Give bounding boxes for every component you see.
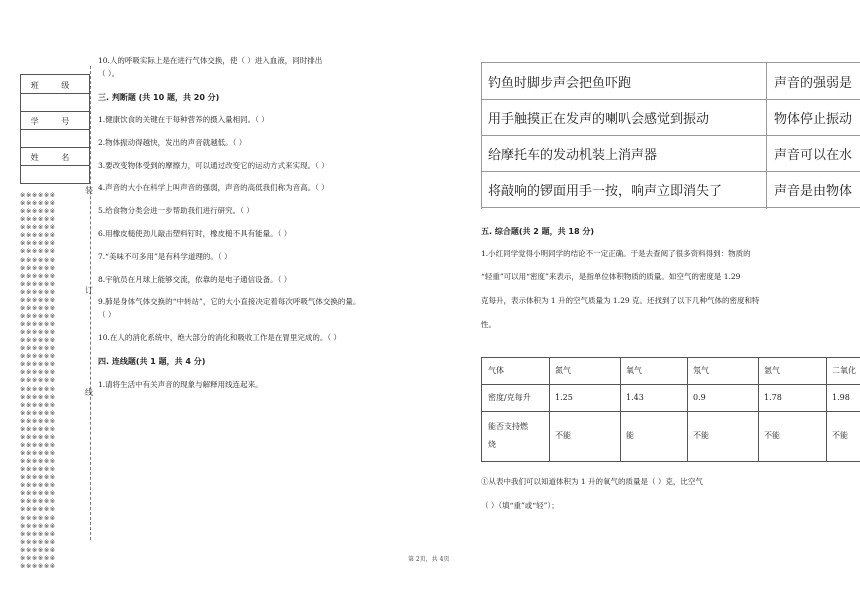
table-rule bbox=[826, 357, 827, 461]
table-row bbox=[481, 171, 860, 208]
judge-question: 6.用橡皮槌使劲儿敲击塑料钉时，橡皮槌不具有能量。（ ） bbox=[98, 229, 292, 238]
table-row bbox=[481, 63, 860, 100]
judge-question: 5.给食物分类会进一步帮助我们进行研究。（ ） bbox=[98, 206, 254, 215]
divider bbox=[21, 93, 89, 94]
sound-phenomena-table bbox=[481, 62, 860, 209]
header-cell: 氮气 bbox=[555, 366, 571, 375]
divider bbox=[21, 111, 89, 112]
row-label: 能否支持燃 bbox=[488, 422, 528, 431]
table-rule bbox=[481, 384, 860, 385]
table-rule bbox=[481, 357, 860, 358]
divider bbox=[21, 165, 89, 166]
table-rule bbox=[481, 411, 860, 412]
row-label: 密度/克每升 bbox=[488, 393, 531, 402]
judge-question: 7.“美味不可多用”是有科学道理的。（ ） bbox=[98, 252, 232, 261]
student-number-label: 学 号 bbox=[30, 117, 80, 126]
section-4-title: 四. 连线题(共 1 题，共 4 分) bbox=[98, 357, 206, 366]
header-cell: 二氧化 bbox=[832, 366, 856, 375]
table-rule bbox=[687, 357, 688, 461]
paragraph-line: 克每升，表示体积为 1 升的空气质量为 1.29 克。还找到了以下几种气体的密度和特 bbox=[481, 296, 760, 305]
table-rule bbox=[549, 357, 550, 461]
binding-char: 装 bbox=[85, 186, 93, 195]
header-cell: 气体 bbox=[488, 366, 504, 375]
star-pattern: ※※※※※※ ※※※※※※ ※※※※※※ ※※※※※※ ※※※※※※ ※※※※※※ ※※※※※※ ※※※※※※ ※※※※※※ ※※※※※※ ※※※※※※ ※※※※※※ ※※※※※※ ※※※※※※ ※※※※※※ ※※※※※※ ※※※※※※ ※※※※※※ ※※※※※※ ※※※※※※ ※※※※※※ ※※※※※※ ※※※※※※ ※※※※※※ ※※※※※※ ※※※※※※ ※※※※※※ ※※※※※※ ※※※※※※ ※※※※※※ ※※※※※※ ※※※※※※ ※※※※※※ ※※※※※※ ※※※※※※ ※※※※※※ ※※※※※※ ※※※※※※ ※※※※※※ ※※※※※※ ※※※※※※ ※※※※※※ ※※※※※※ ※※※※※※ ※※※※※※ ※※※※※※ ※※※※※※ bbox=[20, 191, 56, 570]
table-rule bbox=[758, 357, 759, 461]
density-cell: 1.98 bbox=[832, 393, 850, 402]
sub-question-1-line1: ①从表中我们可以知道体积为 1 升的氧气的质量是（ ）克，比空气 bbox=[481, 477, 703, 486]
header-cell: 氩气 bbox=[764, 366, 780, 375]
judge-question: 1.健康饮食的关键在于每种营养的摄入量相同。（ ） bbox=[98, 115, 269, 124]
combustion-cell: 不能 bbox=[693, 431, 709, 440]
explanation-cell: 声音是由物体 bbox=[774, 184, 853, 199]
combustion-cell: 不能 bbox=[555, 431, 571, 440]
divider bbox=[21, 129, 89, 130]
density-cell: 1.25 bbox=[555, 393, 573, 402]
density-cell: 1.78 bbox=[764, 393, 782, 402]
paragraph-line: 性。 bbox=[481, 320, 496, 329]
sub-question-1-line2: （ ）（填“重”或“轻”）； bbox=[481, 501, 559, 510]
paragraph-line: 1.小红同学觉得小明同学的结论不一定正确。于是去查阅了很多资料得到：物质的 bbox=[481, 249, 751, 258]
judge-question: 9.肺是身体气体交换的“中转站”，它的大小直接决定着每次呼吸气体交换的量。 bbox=[98, 297, 361, 306]
binding-char: 订 bbox=[85, 286, 93, 295]
phenomenon-cell: 用手触摸正在发声的喇叭会感觉到振动 bbox=[488, 112, 710, 127]
table-row bbox=[481, 99, 860, 136]
header-cell: 氧气 bbox=[626, 366, 642, 375]
combustion-cell: 不能 bbox=[832, 431, 848, 440]
judge-question: 3.要改变物体受到的摩擦力，可以通过改变它的运动方式来实现。（ ） bbox=[98, 161, 329, 170]
table-rule bbox=[481, 461, 860, 462]
gas-density-table bbox=[481, 357, 860, 462]
divider bbox=[21, 147, 89, 148]
judge-question: 8.宇航员在月球上能够交流，依靠的是电子通信设备。（ ） bbox=[98, 275, 292, 284]
paragraph-line: “轻重”可以用“密度”来表示，是指单位体积物质的质量。如空气的密度是 1.29 bbox=[481, 272, 741, 281]
section-5-title: 五. 综合题(共 2 题，共 18 分) bbox=[481, 227, 594, 236]
phenomenon-cell: 钓鱼时脚步声会把鱼吓跑 bbox=[488, 76, 632, 91]
row-label: 烧 bbox=[488, 440, 496, 449]
judge-question: 2.物体振动得越快，发出的声音就越低。（ ） bbox=[98, 138, 247, 147]
section-3-title: 三. 判断题 (共 10 题，共 20 分) bbox=[98, 93, 220, 102]
phenomenon-cell: 给摩托车的发动机装上消声器 bbox=[488, 148, 658, 163]
density-cell: 0.9 bbox=[693, 393, 706, 402]
question-10-line2: （ ）。 bbox=[98, 69, 120, 78]
class-label: 班 级 bbox=[30, 81, 80, 90]
page-footer: 第 2页，共 4页 bbox=[408, 556, 450, 563]
phenomenon-cell: 将敲响的锣面用手一按，响声立即消失了 bbox=[488, 184, 723, 199]
question-10-line1: 10.人的呼吸实际上是在进行气体交换，使（ ）进入血液，同时排出 bbox=[98, 56, 323, 65]
table-row bbox=[481, 135, 860, 172]
student-info-box bbox=[20, 74, 90, 184]
table-rule bbox=[481, 357, 482, 461]
header-cell: 氖气 bbox=[693, 366, 709, 375]
combustion-cell: 不能 bbox=[764, 431, 780, 440]
judge-question: 4.声音的大小在科学上叫声音的强弱，声音的高低我们称为音高。（ ） bbox=[98, 183, 329, 192]
binding-char: 线 bbox=[85, 388, 93, 397]
name-label: 姓 名 bbox=[30, 153, 80, 162]
explanation-cell: 物体停止振动 bbox=[774, 112, 853, 127]
explanation-cell: 声音的强弱是 bbox=[774, 76, 853, 91]
binding-line bbox=[90, 66, 91, 540]
combustion-cell: 能 bbox=[626, 431, 634, 440]
density-cell: 1.43 bbox=[626, 393, 644, 402]
table-rule bbox=[620, 357, 621, 461]
explanation-cell: 声音可以在水 bbox=[774, 148, 853, 163]
judge-question: 10.在人的消化系统中，绝大部分的消化和吸收工作是在胃里完成的。（ ） bbox=[98, 333, 342, 342]
judge-question-9-paren: （ ） bbox=[98, 310, 116, 319]
matching-question: 1.请将生活中有关声音的现象与解释用线连起来。 bbox=[98, 380, 263, 389]
